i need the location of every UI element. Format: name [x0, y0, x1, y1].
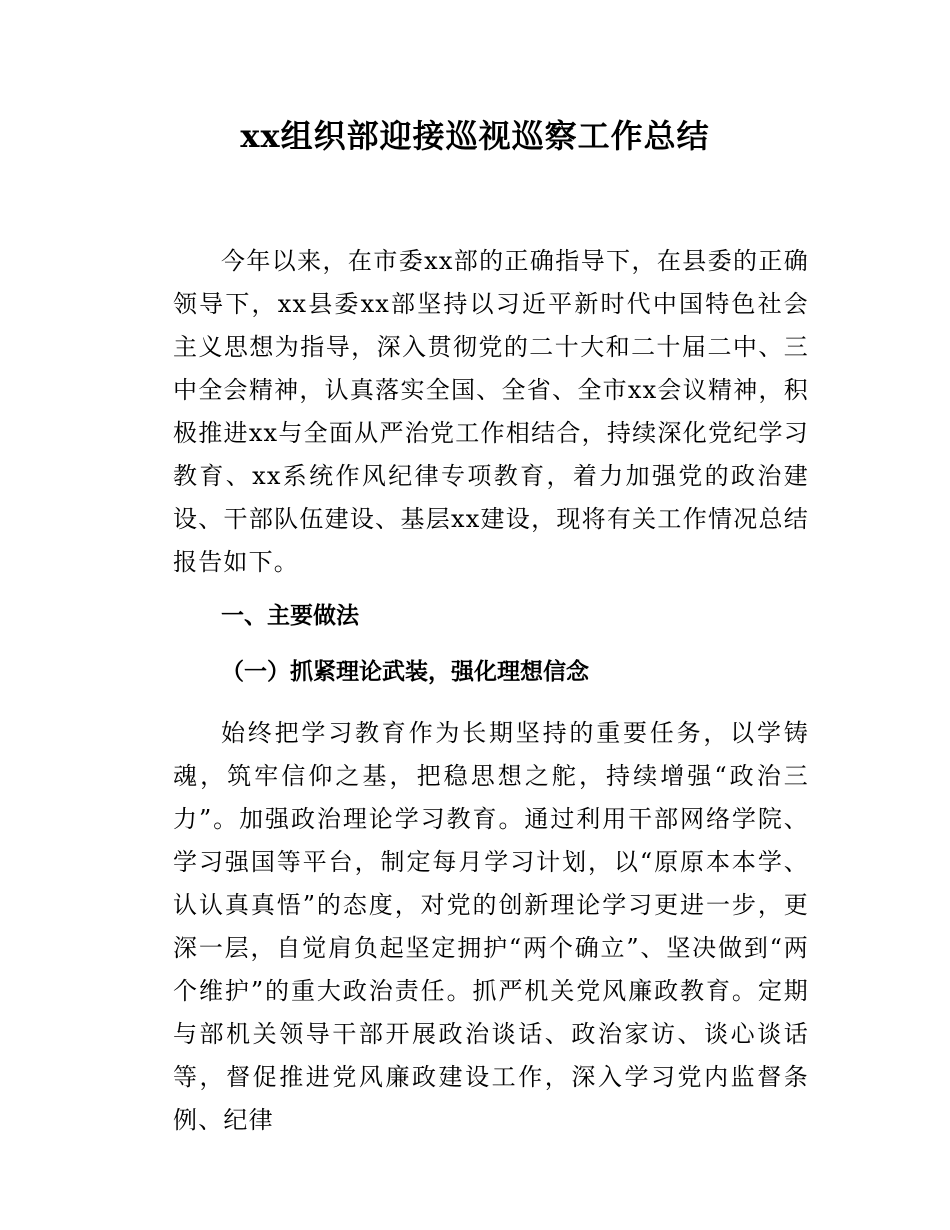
section-heading: 一、主要做法	[221, 603, 359, 629]
subsection-heading: （一）抓紧理论武装，强化理想信念	[221, 659, 589, 685]
document-title: xx组织部迎接巡视巡察工作总结	[240, 117, 710, 155]
body-paragraph: 始终把学习教育作为长期坚持的重要任务，以学铸魂，筑牢信仰之基，把稳思想之舵，持续增强“政治三力”。加强政治理论学习教育。通过利用干部网络学院、学习强国等平台，制定每月学习计划，以“原原本本学、认认真真悟”的态度，对党的创新理论学习更进一步，更深一层，自觉肩负起坚定拥护“两个确立”、坚决做到“两个维护”的重大政治责任。抓严机关党风廉政教育。定期与部机关领导干部开展政治谈话、政治家访、谈心谈话等，督促推进党风廉政建设工作，深入学习党内监督条例、纪律	[173, 719, 809, 1134]
intro-paragraph: 今年以来，在市委xx部的正确指导下，在县委的正确领导下，xx县委xx部坚持以习近平新时代中国特色社会主义思想为指导，深入贯彻党的二十大和二十届二中、三中全会精神，认真落实全国、全省、全市xx会议精神，积极推进xx与全面从严治党工作相结合，持续深化党纪学习教育、xx系统作风纪律专项教育，着力加强党的政治建设、干部队伍建设、基层xx建设，现将有关工作情况总结报告如下。	[173, 247, 809, 576]
